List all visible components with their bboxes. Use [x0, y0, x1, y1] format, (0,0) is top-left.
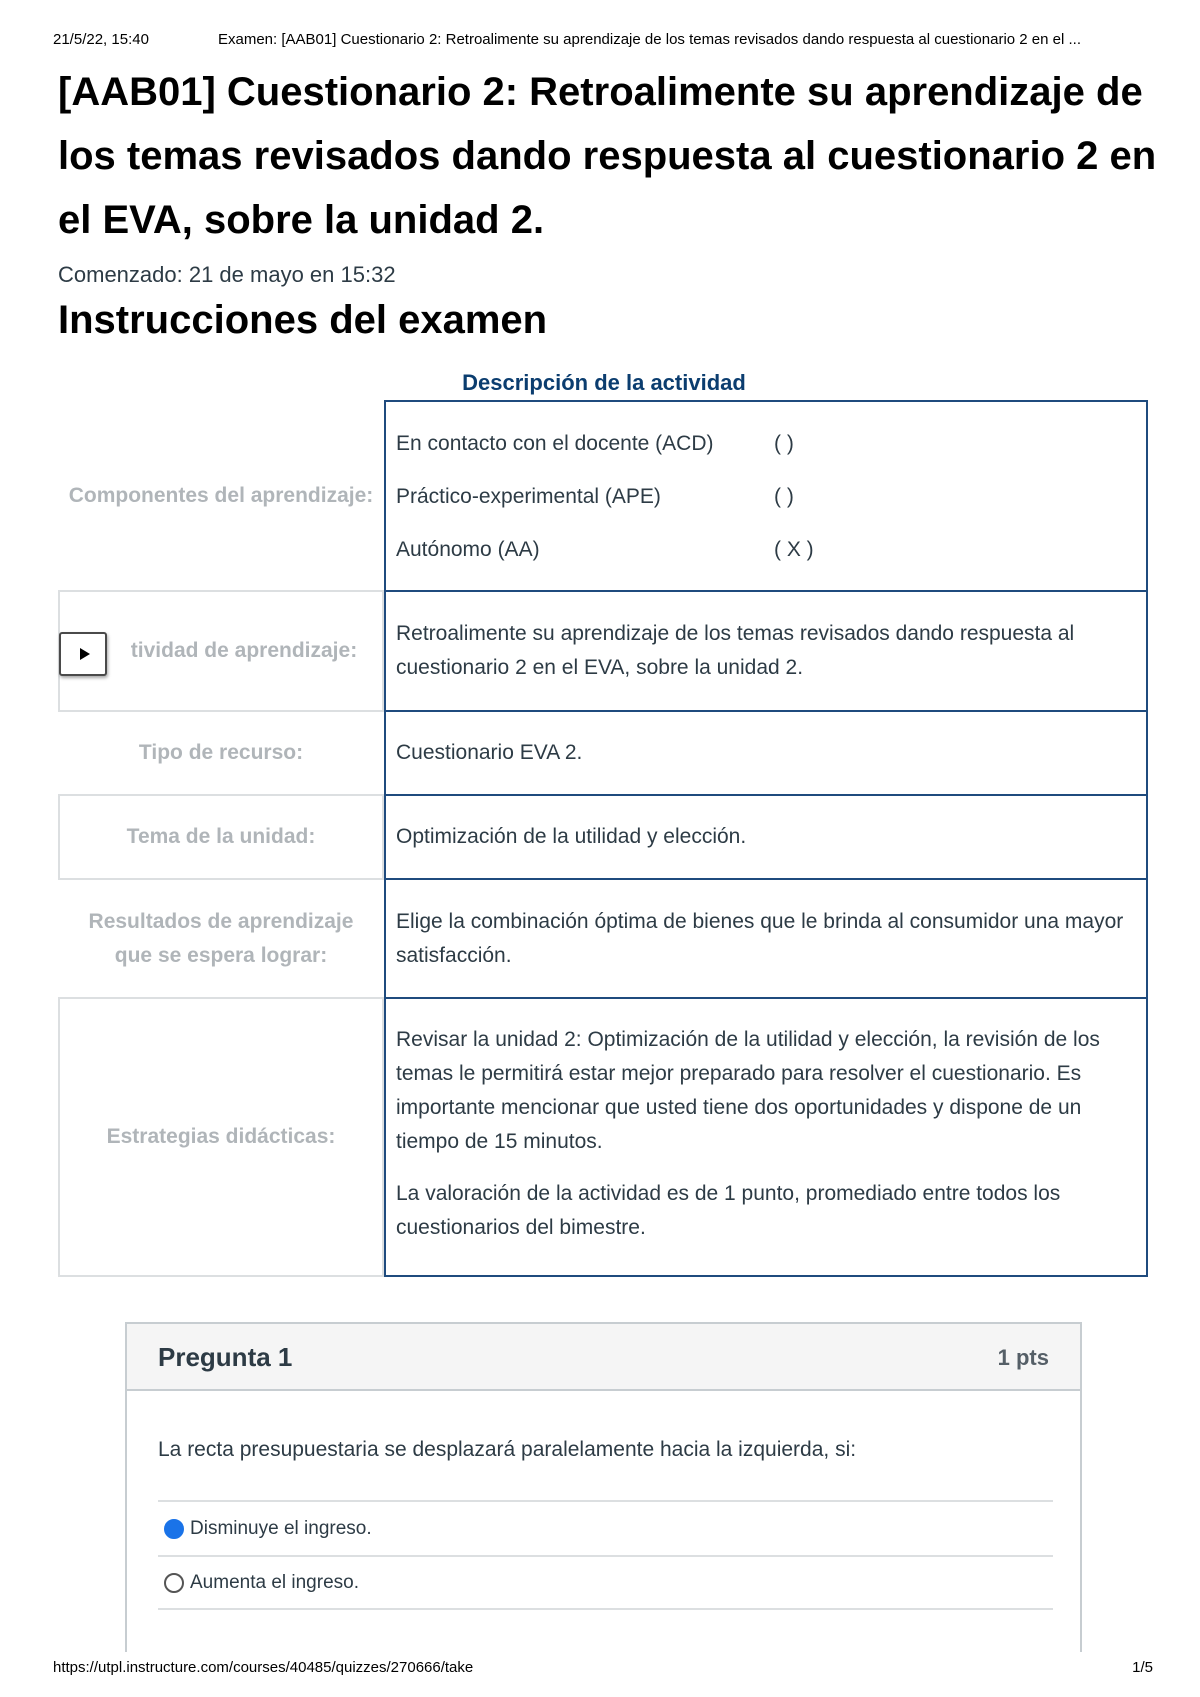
results-value: Elige la combinación óptima de bienes que le brinda al consumidor una mayor satisfacción. [396, 909, 1124, 967]
print-datetime: 21/5/22, 15:40 [53, 31, 149, 48]
resource-cell [384, 710, 1148, 796]
instructions-heading: Instrucciones del examen [58, 298, 548, 342]
component-label: En contacto con el docente (ACD) [396, 432, 714, 455]
resource-label: Tipo de recurso: [138, 741, 304, 764]
results-label: Resultados de aprendizaje que se espera lograr: [88, 909, 354, 967]
activity-row [58, 590, 1148, 712]
radio-selected-icon[interactable] [164, 1519, 184, 1539]
started-timestamp: Comenzado: 21 de mayo en 15:32 [58, 262, 396, 287]
topic-value: Optimización de la utilidad y elección. [396, 825, 747, 848]
strategies-cell [384, 997, 1148, 1277]
page-number: 1/5 [1132, 1659, 1153, 1676]
component-label: Autónomo (AA) [396, 538, 540, 561]
question-card [125, 1322, 1082, 1652]
print-url: https://utpl.instructure.com/courses/40485/quizzes/270666/take [53, 1659, 474, 1676]
component-ape [396, 470, 1132, 523]
answer-label: Aumenta el ingreso. [190, 1571, 359, 1593]
strategies-label: Estrategias didácticas: [58, 997, 384, 1277]
play-button[interactable] [59, 632, 107, 676]
play-icon [80, 648, 90, 660]
question-points: 1 pts [997, 1345, 1049, 1370]
component-aa [396, 523, 1132, 576]
strategies-paragraph-2: La valoración de la actividad es de 1 punto, promediado entre todos los cuestionarios del bimestre. [396, 1182, 1061, 1239]
topic-label: Tema de la unidad: [58, 794, 384, 880]
question-header [127, 1324, 1080, 1391]
quiz-title: [AAB01] Cuestionario 2: Retroalimente su aprendizaje de los temas revisados dando respuesta al cuestionario 2 en el EVA, sobre la unidad 2. [58, 70, 1157, 242]
results-row [58, 878, 1148, 999]
strategies-row [58, 997, 1148, 1277]
results-cell [384, 878, 1148, 999]
print-page-title: Examen: [AAB01] Cuestionario 2: Retroalimente su aprendizaje de los temas revisados dando respuesta al cuestionario 2 en el ... [218, 31, 1081, 48]
components-row [58, 400, 1148, 592]
topic-cell [384, 794, 1148, 880]
activity-cell [384, 590, 1148, 712]
activity-label: tividad de aprendizaje: [58, 590, 384, 712]
components-label: Componentes del aprendizaje: [68, 484, 374, 507]
resource-value: Cuestionario EVA 2. [396, 741, 583, 764]
question-text: La recta presupuestaria se desplazará paralelamente hacia la izquierda, si: [158, 1438, 857, 1461]
question-name: Pregunta 1 [158, 1342, 293, 1372]
print-footer [53, 1659, 1153, 1679]
topic-row [58, 794, 1148, 880]
activity-caption: Descripción de la actividad [462, 370, 746, 395]
component-acd [396, 417, 1132, 470]
answer-option[interactable] [158, 1500, 1053, 1555]
component-mark: ( ) [774, 485, 794, 508]
components-cell [384, 400, 1148, 592]
print-header [53, 31, 1153, 51]
component-mark: ( ) [774, 432, 794, 455]
radio-unselected-icon[interactable] [164, 1573, 184, 1593]
resource-row [58, 710, 1148, 796]
component-mark: ( X ) [774, 538, 814, 561]
component-label: Práctico-experimental (APE) [396, 485, 661, 508]
strategies-paragraph-1: Revisar la unidad 2: Optimización de la utilidad y elección, la revisión de los temas le permitirá estar mejor preparado para resolver el cuestionario. Es importante mencionar que usted tiene dos oportunidades y dispone de un tiempo de 15 minutos. [396, 1028, 1100, 1153]
activity-value: Retroalimente su aprendizaje de los temas revisados dando respuesta al cuestionario 2 en el EVA, sobre la unidad 2. [396, 622, 1075, 679]
answer-label: Disminuye el ingreso. [190, 1517, 372, 1539]
answer-option[interactable] [158, 1555, 1053, 1610]
